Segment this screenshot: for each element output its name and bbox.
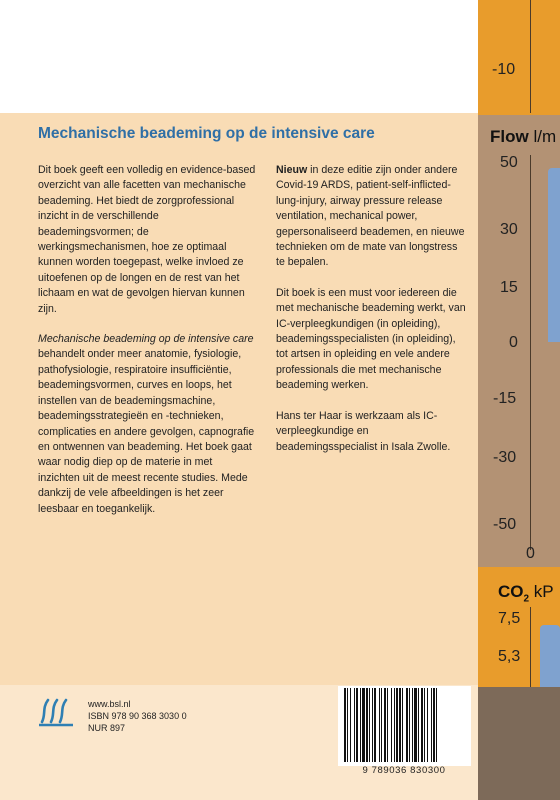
barcode-bar [387,688,388,762]
nur-text: NUR 897 [88,723,126,733]
publisher-website[interactable]: www.bsl.nl [88,699,131,709]
co2-waveform [540,625,560,687]
barcode-bar [409,688,410,762]
flow-axis [530,155,531,550]
barcode-bar [354,688,355,762]
barcode-bar [431,688,432,762]
barcode-bar [396,688,398,762]
barcode-bar [366,688,368,762]
barcode-bar [374,688,376,762]
pressure-tick: -10 [492,61,516,78]
barcode-bar [384,688,386,762]
co2-axis [530,607,531,687]
audience-paragraph: Dit boek is een must voor iedereen die met mechanische beademing werkt, van IC-verpleegkundigen (in opleiding), beademingsspecialisten (in opleiding), tot artsen in opleiding en vele andere professionals die met mechanische beademing werken. [276,286,466,392]
barcode-bar [433,688,435,762]
co2-axis-title [498,582,554,604]
book-title: Mechanische beademing op de intensive care [38,125,375,142]
barcode-bar [344,688,346,762]
flow-tick: 0 [509,334,518,351]
contents-paragraph [38,332,256,517]
barcode-bar [418,688,419,762]
description-column-right [276,163,466,470]
flow-tick: -15 [493,390,517,407]
flow-tick: 30 [500,221,518,238]
pressure-panel-fragment [478,0,560,115]
barcode-bar [360,688,361,762]
barcode-bar [381,688,382,762]
co2-tick: 7,5 [498,610,521,627]
new-label: Nieuw [276,164,308,176]
barcode-bar [424,688,425,762]
barcode-bar [362,688,365,762]
co2-tick: 5,3 [498,648,521,665]
barcode-bar [427,688,428,762]
barcode-bar [347,688,348,762]
barcode-bar [379,688,380,762]
co2-label: CO [498,582,524,601]
barcode-bar [394,688,395,762]
barcode-bar [399,688,401,762]
barcode-bar [414,688,417,762]
flow-label: Flow [490,127,529,146]
contents-text: behandelt onder meer anatomie, fysiologie, pathofysiologie, respiratoire insufficiëntie, beademingsvormen, curves en loops, het instellen van de beademingsmachine, beademingsstrategieën en -technieken, complicaties en andere gevolgen, capnografie en ontwennen van beademing. Het boek gaat waar nodig diep op de materie in met inzichten uit de meest recente studies. Mede dankzij de vele afbeeldingen is het zeer leesbaar en toegankelijk. [38,348,255,515]
barcode-bar [436,688,437,762]
co2-subscript: 2 [523,593,530,605]
top-white-band [0,0,478,113]
publisher-info [88,698,187,734]
barcode-number: 9 789036 830300 [362,765,446,776]
description-column-left [38,163,256,532]
publisher-logo [36,694,76,728]
barcode-bar [372,688,373,762]
isbn-barcode [338,686,471,766]
barcode-bar [421,688,423,762]
intro-paragraph: Dit boek geeft een volledig en evidence-based overzicht van alle facetten van mechanische beademing. Het biedt de zorgprofessional inzicht in de verschillende beademingsvormen; de werkingsmechanismen, hoe ze optimaal kunnen worden toegepast, welke invloed ze uitoefenen op de longen en de rest van het lichaam en wat de gevolgen hiervan kunnen zijn. [38,164,256,315]
barcode-bar [406,688,408,762]
flow-tick: 15 [500,279,518,296]
flow-tick: -30 [493,449,517,466]
barcode-bar [350,688,351,762]
time-tick: 0 [526,545,535,562]
new-edition-text: in deze editie zijn onder andere Covid-19 ARDS, patient-self-inflicted-lung-injury, airway pressure release ventilation, mechanical power, gepersonaliseerd beademen, en nieuwe technieken om de mate van longstress te bepalen. [276,164,465,269]
flow-waveform [548,168,560,342]
barcode-bar [402,688,403,762]
co2-unit: kP [529,582,554,601]
new-edition-paragraph [276,163,466,271]
barcode-bar [356,688,358,762]
barcode-bar [369,688,370,762]
pressure-axis [530,0,531,113]
flow-tick: -50 [493,516,517,533]
barcode-bar [391,688,392,762]
isbn-text: ISBN 978 90 368 3030 0 [88,711,187,721]
strip-bottom-shade [478,687,560,800]
author-paragraph: Hans ter Haar is werkzaam als IC-verpleegkundige en beademingsspecialist in Isala Zwolle. [276,409,451,453]
barcode-bar [412,688,413,762]
waveform-strip [478,0,560,800]
flow-unit: l/m [528,127,557,146]
flow-axis-title [490,127,556,147]
flow-tick: 50 [500,154,518,171]
book-title-italic: Mechanische beademing op de intensive care [38,333,254,346]
